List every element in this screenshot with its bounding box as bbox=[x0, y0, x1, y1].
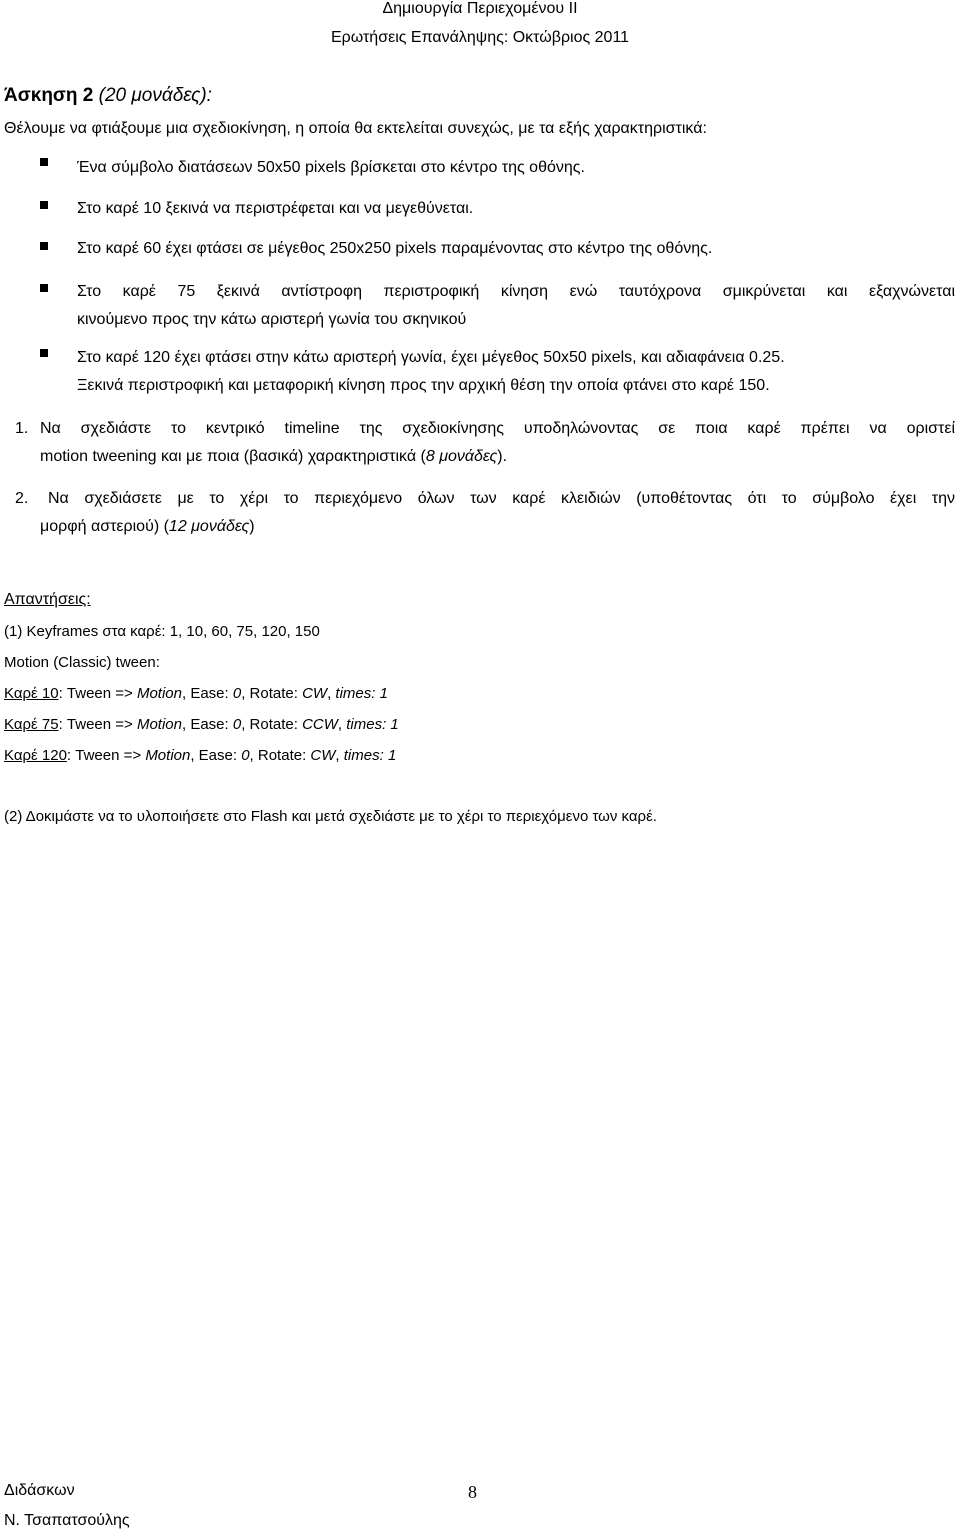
bullet-item-continuation: κινούμενο προς την κάτω αριστερή γωνία του σκηνικού bbox=[77, 311, 467, 328]
answer-part: : Tween => bbox=[58, 716, 137, 733]
exercise-intro: Θέλουμε να φτιάξουμε μια σχεδιοκίνηση, η οποία θα εκτελείται συνεχώς, με τα εξής χαρακτηριστικά: bbox=[4, 120, 707, 137]
answer-motion-tween: Motion (Classic) tween: bbox=[4, 654, 160, 671]
exercise-title bbox=[4, 85, 212, 107]
header-course-title: Δημιουργία Περιεχομένου ΙΙ bbox=[382, 0, 578, 17]
answer-part: , Rotate: bbox=[241, 685, 303, 702]
question-number: 2. bbox=[15, 490, 29, 507]
question-text-part: motion tweening και με ποια (βασικά) χαρακτηριστικά ( bbox=[40, 448, 426, 465]
answer-tween-type: Motion bbox=[145, 747, 191, 764]
question-text-part: μορφή αστεριού) ( bbox=[40, 518, 169, 535]
exercise-points: (20 μονάδες): bbox=[98, 85, 212, 106]
question-text: Να σχεδιάσετε με το χέρι το περιεχόμενο όλων των καρέ κλειδιών (υποθέτοντας ότι το σύμβολο έχει την bbox=[48, 490, 955, 507]
answer-times: times: 1 bbox=[335, 685, 388, 702]
answer-frame: Καρέ 75 bbox=[4, 716, 59, 733]
page-number: 8 bbox=[468, 1482, 477, 1502]
bullet-marker bbox=[40, 242, 48, 250]
bullet-item: Στο καρέ 75 ξεκινά αντίστροφη περιστροφική κίνηση ενώ ταυτόχρονα σμικρύνεται και εξαχνώνεται bbox=[77, 283, 955, 300]
bullet-item: Στο καρέ 60 έχει φτάσει σε μέγεθος 250x250 pixels παραμένοντας στο κέντρο της οθόνης. bbox=[77, 240, 713, 257]
answer-rotate: CW bbox=[302, 685, 328, 702]
answer-part: : Tween => bbox=[66, 747, 146, 764]
answer-row bbox=[4, 716, 399, 733]
answer-part: , Ease: bbox=[182, 716, 233, 733]
answer-test: (2) Δοκιμάστε να το υλοποιήσετε στο Flash και μετά σχεδιάστε με το χέρι το περιεχόμενο των καρέ. bbox=[4, 808, 657, 825]
bullet-item-continuation: Ξεκινά περιστροφική και μεταφορική κίνηση προς την αρχική θέση την οποία φτάνει στο καρέ 150. bbox=[77, 377, 770, 394]
question-points: 8 μονάδες bbox=[425, 448, 498, 465]
question-points: 12 μονάδες bbox=[168, 518, 250, 535]
bullet-item: Στο καρέ 10 ξεκινά να περιστρέφεται και να μεγεθύνεται. bbox=[77, 200, 474, 217]
footer-author: Ν. Τσαπατσούλης bbox=[4, 1512, 130, 1529]
bullet-marker bbox=[40, 349, 48, 357]
answer-ease: 0 bbox=[232, 685, 242, 702]
answer-ease: 0 bbox=[232, 716, 242, 733]
exercise-title-text: Άσκηση 2 bbox=[4, 85, 94, 106]
answer-part: , bbox=[335, 747, 344, 764]
answer-part: , Ease: bbox=[190, 747, 242, 764]
bullet-item: Ένα σύμβολο διατάσεων 50x50 pixels βρίσκεται στο κέντρο της οθόνης. bbox=[77, 159, 585, 176]
bullet-marker bbox=[40, 201, 48, 209]
question-number: 1. bbox=[15, 420, 29, 437]
bullet-item: Στο καρέ 120 έχει φτάσει στην κάτω αριστερή γωνία, έχει μέγεθος 50x50 pixels, και αδιαφάνεια 0.25. bbox=[77, 349, 785, 366]
answer-times: times: 1 bbox=[346, 716, 399, 733]
question-text-part: ). bbox=[497, 448, 508, 465]
answer-part: , Rotate: bbox=[249, 747, 311, 764]
answer-part: , Ease: bbox=[182, 685, 233, 702]
header-subtitle: Ερωτήσεις Επανάληψης: Οκτώβριος 2011 bbox=[330, 29, 630, 46]
answer-rotate: CW bbox=[310, 747, 336, 764]
question-text-continuation bbox=[40, 448, 507, 466]
question-text-continuation bbox=[40, 518, 255, 536]
answer-part: , Rotate: bbox=[241, 716, 303, 733]
answer-keyframes: (1) Keyframes στα καρέ: 1, 10, 60, 75, 120, 150 bbox=[4, 623, 320, 640]
question-text-part: ) bbox=[249, 518, 255, 535]
answers-title: Απαντήσεις: bbox=[4, 591, 91, 608]
bullet-marker bbox=[40, 284, 48, 292]
answer-times: times: 1 bbox=[343, 747, 397, 764]
answer-tween-type: Motion bbox=[136, 685, 182, 702]
answer-part: , bbox=[337, 716, 347, 733]
answer-rotate: CCW bbox=[302, 716, 338, 733]
answer-tween-type: Motion bbox=[136, 716, 182, 733]
bullet-marker bbox=[40, 158, 48, 166]
answer-row bbox=[4, 747, 396, 764]
footer-label: Διδάσκων bbox=[4, 1482, 75, 1499]
answer-ease: 0 bbox=[241, 747, 250, 764]
answer-frame: Καρέ 10 bbox=[4, 685, 59, 702]
answer-part: : Tween => bbox=[58, 685, 137, 702]
answer-frame: Καρέ 120 bbox=[4, 747, 67, 764]
answer-part: , bbox=[327, 685, 336, 702]
question-text: Να σχεδιάστε το κεντρικό timeline της σχεδιοκίνησης υποδηλώνοντας σε ποια καρέ πρέπει να οριστεί bbox=[40, 420, 955, 437]
answer-row bbox=[4, 685, 388, 702]
